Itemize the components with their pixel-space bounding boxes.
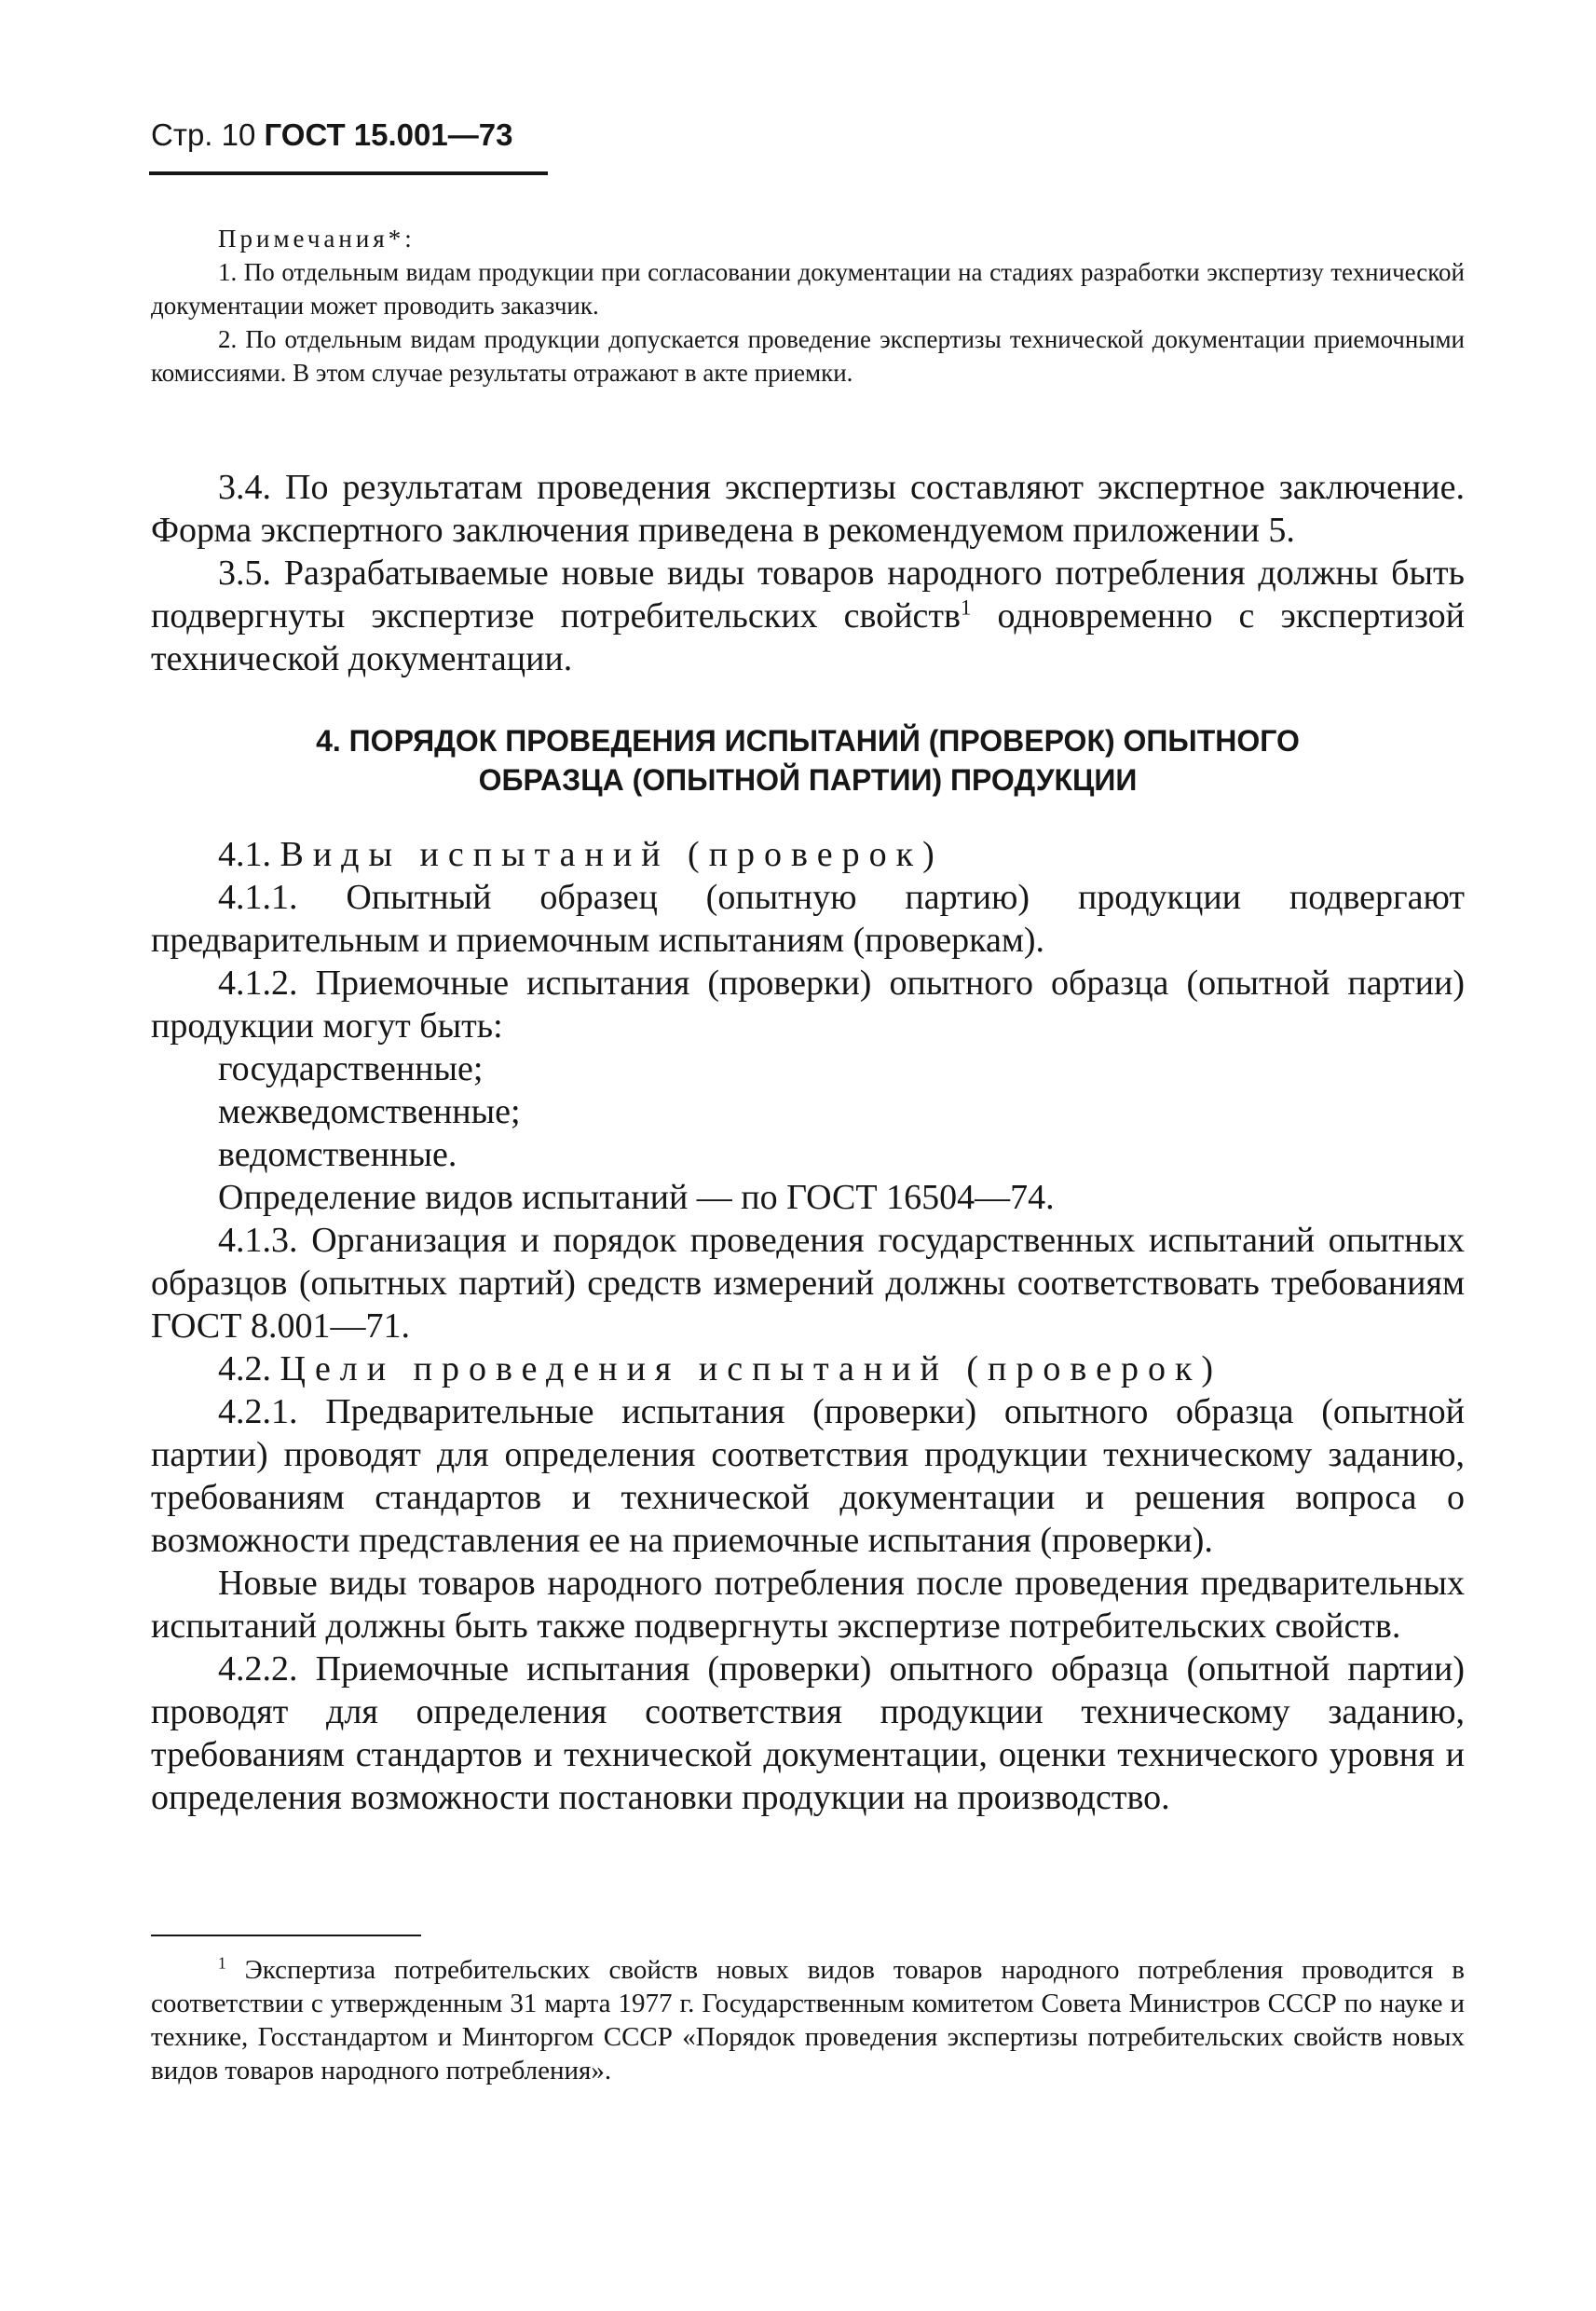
paragraph-4-1-2: 4.1.2. Приемочные испытания (проверки) опытного образца (опытной партии) продукции могут быть: <box>151 964 1465 1046</box>
list-item: ведомственные. <box>218 1135 457 1174</box>
paragraph-4-2-1: 4.2.1. Предварительные испытания (проверки) опытного образца (опытной партии) проводят для определения соответствия продукции техническому заданию, требованиям стандартов и технической документации и решения вопроса о возможности представления ее на приемочные испытания (проверки). <box>151 1392 1465 1560</box>
footnote-mark: 1 <box>218 1953 226 1973</box>
subsection-4-1-title: Виды испытаний (проверок) <box>280 835 944 874</box>
footnote <box>151 1953 1465 2087</box>
subsection-4-2-title: Цели проведения испытаний (проверок) <box>280 1349 1223 1388</box>
section-4-heading <box>151 721 1465 800</box>
paragraph-4-1-3: 4.1.3. Организация и порядок проведения государственных испытаний опытных образцов (опытных партий) средств измерений должны соответствовать требованиям ГОСТ 8.001—71. <box>151 1221 1465 1346</box>
notes-block <box>151 222 1465 390</box>
definition-line: Определение видов испытаний — по ГОСТ 16504—74. <box>218 1178 1055 1217</box>
paragraph-3-5 <box>151 552 1465 680</box>
paragraph-4-1-1: 4.1.1. Опытный образец (опытную партию) продукции подвергают предварительным и приемочным испытаниям (проверкам). <box>151 878 1465 960</box>
subsection-4-2 <box>151 1347 1465 1390</box>
list-item: государственные; <box>218 1049 484 1088</box>
footnote-rule <box>151 1935 421 1936</box>
footnote-body: Экспертиза потребительских свойств новых видов товаров народного потребления проводится в соответствии с утвержденным 31 марта 1977 г. Государственным комитетом Совета Министров СССР по науке и технике, Госстандартом и Минторгом СССР «Порядок проведения экспертизы потребительских свойств новых видов товаров народного потребления». <box>151 1955 1465 2085</box>
note-item: 2. По отдельным видам продукции допускается проведение экспертизы технической документации приемочными комиссиями. В этом случае результаты отражают в акте приемки. <box>151 325 1465 387</box>
paragraph-3-5-text: 3.5. Разрабатываемые новые виды товаров народного потребления должны быть подвергнуты экспертизе потребительских свойств <box>151 554 1465 636</box>
section-4-title-line1: 4. ПОРЯДОК ПРОВЕДЕНИЯ ИСПЫТАНИЙ (ПРОВЕРОК) ОПЫТНОГО <box>316 724 1300 758</box>
list-item: межведомственные; <box>218 1092 521 1131</box>
paragraph-4-2-2: 4.2.2. Приемочные испытания (проверки) опытного образца (опытной партии) проводят для определения соответствия продукции техническому заданию, требованиям стандартов и технической документации, оценки технического уровня и определения возможности постановки продукции на производство. <box>151 1649 1465 1817</box>
section-4-title-line2: ОБРАЗЦА (ОПЫТНОЙ ПАРТИИ) ПРОДУКЦИИ <box>478 763 1138 797</box>
notes-heading: Примечания*: <box>218 225 416 253</box>
page-header <box>151 119 512 150</box>
footnote-text <box>151 1953 1465 2087</box>
footnote-reference: 1 <box>960 595 972 620</box>
standard-designation: ГОСТ 15.001—73 <box>264 117 513 152</box>
paragraph-3-4: 3.4. По результатам проведения экспертизы составляют экспертное заключение. Форма экспертного заключения приведена в рекомендуемом приложении 5. <box>151 468 1465 550</box>
page-number: Стр. 10 <box>151 117 256 152</box>
header-rule <box>149 171 548 175</box>
subsection-4-1 <box>151 833 1465 876</box>
paragraph-new-kinds: Новые виды товаров народного потребления после проведения предварительных испытаний должны быть также подвергнуты экспертизе потребительских свойств. <box>151 1564 1465 1646</box>
paragraph-3-5-text-after: одновременно с экспертизой технической документации. <box>151 596 1465 678</box>
main-text <box>151 466 1465 1819</box>
note-item: 1. По отдельным видам продукции при согласовании документации на стадиях разработки экспертизу технической документации может проводить заказчик. <box>151 258 1465 320</box>
subsection-4-2-number: 4.2. <box>218 1349 271 1388</box>
subsection-4-1-number: 4.1. <box>218 835 271 874</box>
